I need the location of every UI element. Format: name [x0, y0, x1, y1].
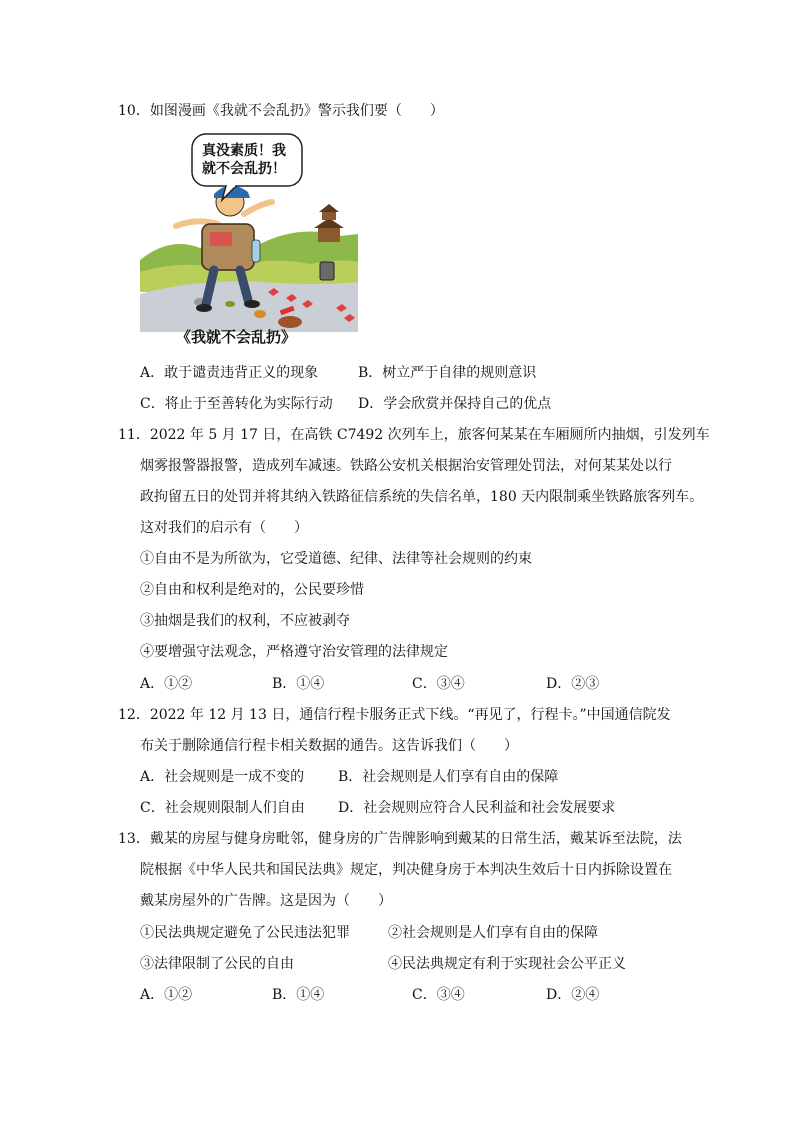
q12-option-a[interactable]: A．社会规则是一成不变的 — [140, 769, 305, 785]
q11-stem-line-4: 这对我们的启示有（ ） — [140, 520, 308, 536]
q13-option-c[interactable]: C．③④ — [412, 987, 465, 1003]
q13-option-d[interactable]: D．②④ — [546, 987, 600, 1003]
q11-option-c[interactable]: C．③④ — [412, 676, 465, 692]
q11-option-b[interactable]: B．①④ — [272, 676, 325, 692]
q11-stem-line-3: 政拘留五日的处罚并将其纳入铁路征信系统的失信名单，180 天内限制乘坐铁路旅客列车。 — [140, 489, 704, 505]
q12-option-b[interactable]: B．社会规则是人们享有自由的保障 — [338, 769, 559, 785]
cartoon-caption: 《我就不会乱扔》 — [176, 328, 297, 346]
q10-option-a[interactable]: A．敢于谴责违背正义的现象 — [140, 365, 319, 381]
q11-option-a[interactable]: A．①② — [140, 676, 193, 692]
q13-statement-3: ③法律限制了公民的自由 — [140, 956, 294, 972]
q11-stem-line-1: 11．2022 年 5 月 17 日，在高铁 C7492 次列车上，旅客何某某在车厢厕所内抽烟，引发列车 — [118, 427, 710, 443]
q12-stem-line-1: 12．2022 年 12 月 13 日，通信行程卡服务正式下线。“再见了，行程卡。”中国通信院发 — [118, 707, 671, 723]
q12-option-d[interactable]: D．社会规则应符合人民利益和社会发展要求 — [338, 800, 616, 816]
q10-option-c[interactable]: C．将止于至善转化为实际行动 — [140, 396, 333, 412]
q10-stem: 10．如图漫画《我就不会乱扔》警示我们要（ ） — [118, 103, 444, 119]
q13-statement-4: ④民法典规定有利于实现社会公平正义 — [388, 956, 626, 972]
q11-stem-line-2: 烟雾报警器报警，造成列车减速。铁路公安机关根据治安管理处罚法，对何某某处以行 — [140, 458, 672, 474]
q13-stem-line-2: 院根据《中华人民共和国民法典》规定，判决健身房于本判决生效后十日内拆除设置在 — [140, 862, 672, 878]
q11-statement-2: ②自由和权利是绝对的，公民要珍惜 — [140, 582, 364, 598]
speech-bubble-line-2: 就不会乱扔！ — [202, 161, 286, 177]
q13-option-b[interactable]: B．①④ — [272, 987, 325, 1003]
q10-option-d[interactable]: D．学会欣赏并保持自己的优点 — [358, 396, 552, 412]
q12-option-c[interactable]: C．社会规则限制人们自由 — [140, 800, 305, 816]
q11-statement-4: ④要增强守法观念，严格遵守治安管理的法律规定 — [140, 644, 448, 660]
q11-statement-3: ③抽烟是我们的权利，不应被剥夺 — [140, 613, 350, 629]
speech-bubble-line-1: 真没素质！我 — [202, 143, 286, 159]
q12-stem-line-2: 布关于删除通信行程卡相关数据的通告。这告诉我们（ ） — [140, 738, 518, 754]
q11-option-d[interactable]: D．②③ — [546, 676, 600, 692]
q13-stem-line-1: 13．戴某的房屋与健身房毗邻，健身房的广告牌影响到戴某的日常生活，戴某诉至法院，法 — [118, 831, 682, 847]
q13-option-a[interactable]: A．①② — [140, 987, 193, 1003]
q11-statement-1: ①自由不是为所欲为，它受道德、纪律、法律等社会规则的约束 — [140, 551, 532, 567]
q10-option-b[interactable]: B．树立严于自律的规则意识 — [358, 365, 537, 381]
q13-statement-1: ①民法典规定避免了公民违法犯罪 — [140, 925, 350, 941]
q13-stem-line-3: 戴某房屋外的广告牌。这是因为（ ） — [140, 893, 392, 909]
littering-cartoon — [140, 132, 358, 348]
q13-statement-2: ②社会规则是人们享有自由的保障 — [388, 925, 598, 941]
